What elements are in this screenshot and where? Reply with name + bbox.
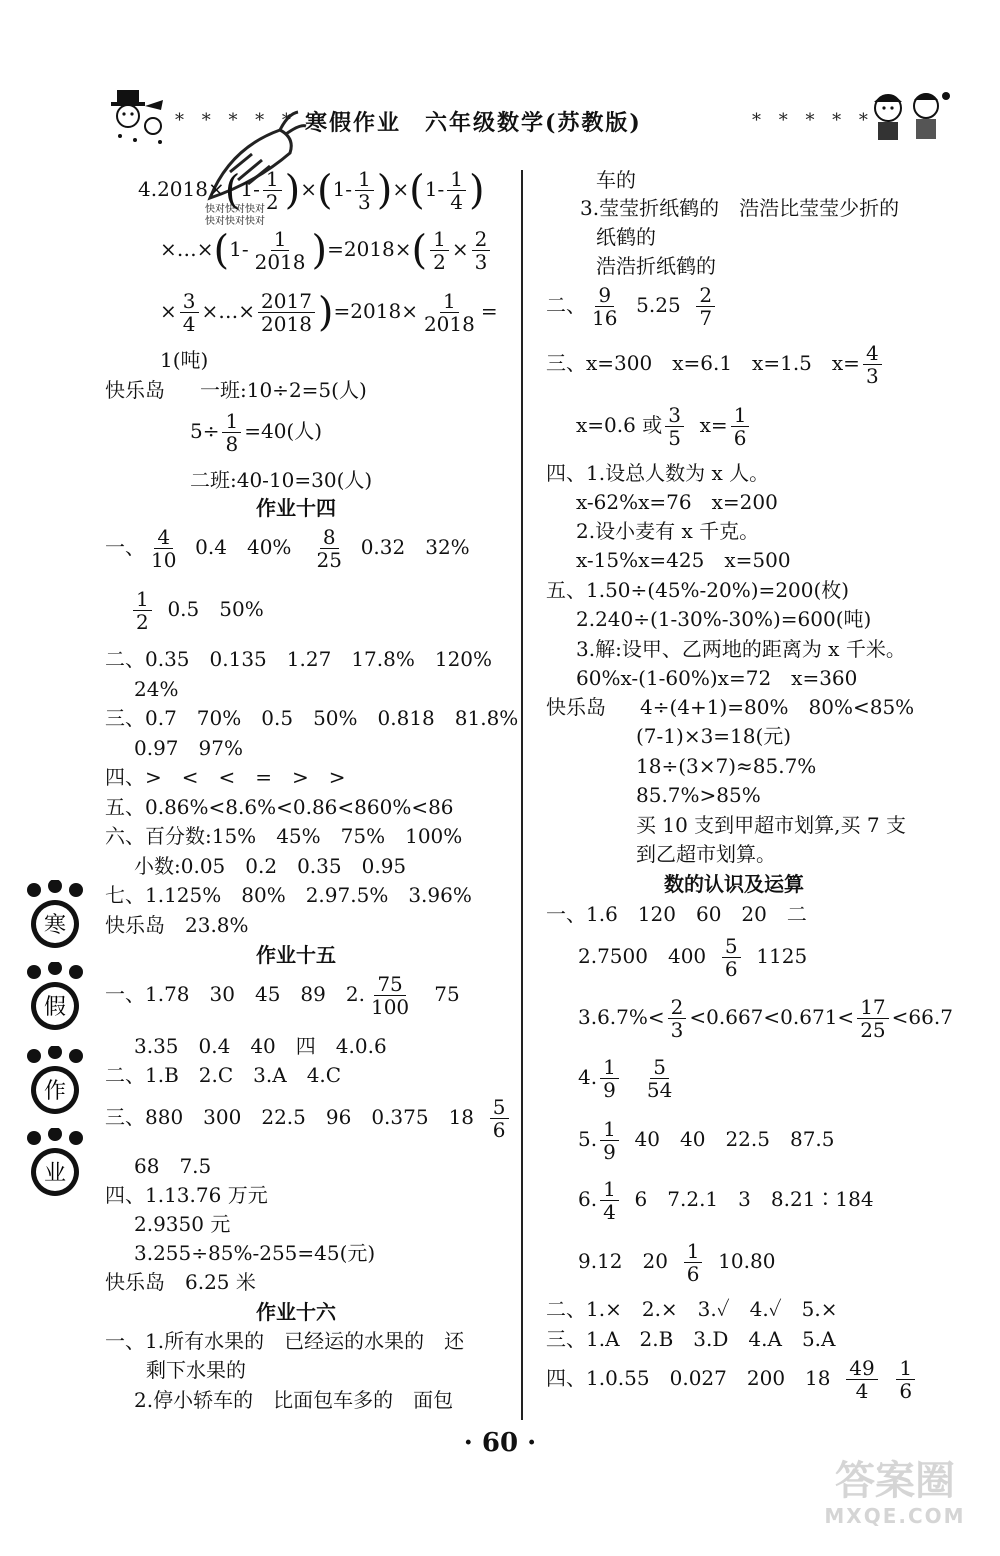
hw15-q4c: 3.255÷85%-255=45(元) <box>134 1241 376 1265</box>
hw15-q4b: 2.9350 元 <box>134 1212 231 1236</box>
hw14-q6b: 小数:0.05 0.2 0.35 0.95 <box>134 854 407 878</box>
r-q4: 四、1.设总人数为 x 人。 <box>546 461 770 485</box>
q4-line1: 4.2018×(1- $\frac{1}{2}$ )×(1- $\frac{1}{3}$ )×(1- $\frac{1}{4}$ ) <box>138 167 485 214</box>
hw14-q5: 五、0.86%<8.6%<0.86<860%<86 <box>105 795 454 819</box>
hw14-q2: 二、0.35 0.135 1.27 17.8% 120% <box>105 647 493 671</box>
hw16-q1: 一、1.所有水果的 已经运的水果的 还 <box>105 1329 465 1353</box>
hw14-q1: 一、 $\frac{4}{10}$ 0.4 40% $\frac{8}{25}$ 0.32 32% <box>105 525 470 572</box>
happy1-line3: 二班:40-10=30(人) <box>190 468 373 492</box>
r-c3b: 纸鹤的 <box>596 225 656 249</box>
r-c3c: 浩浩折纸鹤的 <box>596 254 716 278</box>
hw15-q4: 四、1.13.76 万元 <box>105 1183 268 1207</box>
r-sec-title: 数的认识及运算 <box>664 872 804 896</box>
hw15-q2: 二、1.B 2.C 3.A 4.C <box>105 1063 342 1087</box>
r-s4: 4. $\frac{1}{9}$ $\frac{5}{54}$ <box>578 1055 673 1102</box>
hw15-happy: 快乐岛 6.25 米 <box>105 1270 256 1294</box>
paw-icon <box>22 1128 88 1198</box>
watermark-line1: 答案圈 <box>835 1458 955 1504</box>
stamp-text: 快对快对快对快对快对快对 <box>205 204 265 227</box>
happy1-line1: 一班:10÷2=5(人) <box>200 378 367 402</box>
r-h1: 4÷(4+1)=80% 80%<85% <box>640 695 915 719</box>
cartoon-kids-icon <box>858 86 954 150</box>
r-q5b: 2.240÷(1-30%-30%)=600(吨) <box>576 607 872 631</box>
header-stars-left: * * * * * <box>175 110 297 131</box>
hw14-q3: 三、0.7 70% 0.5 50% 0.818 81.8% <box>105 706 519 730</box>
hw14-happy: 快乐岛 23.8% <box>105 913 249 937</box>
side-char: 作 <box>43 1079 67 1104</box>
q4-line2: ×…×(1- $\frac{1}{2018}$ )=2018×( $\frac{1}{2}$ × $\frac{2}{3}$ <box>160 228 493 273</box>
r-c3: 3.莹莹折纸鹤的 浩浩比莹莹少折的 <box>580 196 900 220</box>
hw14-q2b: 24% <box>134 677 179 701</box>
q4-line4: 1(吨) <box>160 348 209 372</box>
r-s5: 5. $\frac{1}{9}$ 40 40 22.5 87.5 <box>578 1117 835 1164</box>
r-s3: 3.6.7%< $\frac{2}{3}$ <0.667<0.671< $\frac{17}{25}$ <66.7 <box>578 995 953 1042</box>
q4-line3: × $\frac{3}{4}$ ×…× $\frac{2017}{2018}$ )=2018× $\frac{1}{2018}$ = <box>160 289 498 336</box>
r-t2: 二、1.× 2.× 3.✓ 4.✓ 5.× <box>546 1297 838 1321</box>
header-title: 寒假作业 六年级数学(苏教版) <box>305 110 642 136</box>
side-char: 假 <box>43 995 67 1020</box>
hw14-q6: 六、百分数:15% 45% 75% 100% <box>105 824 463 848</box>
r-h6: 到乙超市划算。 <box>636 842 776 866</box>
r-s2: 2.7500 400 $\frac{5}{6}$ 1125 <box>578 934 808 981</box>
cartoon-kids-icon <box>105 86 175 146</box>
hw15-q1: 一、1.78 30 45 89 2. $\frac{75}{100}$ 75 <box>105 972 460 1019</box>
r-t3: 三、1.A 2.B 3.D 4.A 5.A <box>546 1327 836 1351</box>
r-q4c: 2.设小麦有 x 千克。 <box>576 519 760 543</box>
hw14-q1b: $\frac{1}{2}$ 0.5 50% <box>130 588 264 633</box>
hw15-title: 作业十五 <box>256 943 336 967</box>
hw15-q3: 三、880 300 22.5 96 0.375 18 $\frac{5}{6}$ <box>105 1096 512 1141</box>
r-s1: 一、1.6 120 60 20 二 <box>546 902 807 926</box>
side-char: 寒 <box>43 913 67 938</box>
side-char: 业 <box>43 1161 67 1186</box>
r-q4d: x-15%x=425 x=500 <box>576 548 791 572</box>
hw16-q2: 2.停小轿车的 比面包车多的 面包 <box>134 1388 454 1412</box>
watermark <box>820 1458 970 1538</box>
watermark-line2: MXQE.COM <box>824 1504 966 1528</box>
hw15-q1b: 3.35 0.4 40 四 4.0.6 <box>134 1034 387 1058</box>
r-q2: 二、 $\frac{9}{16}$ 5.25 $\frac{2}{7}$ <box>546 284 718 329</box>
page-number: · 60 · <box>463 1428 537 1458</box>
r-h4: 85.7%>85% <box>636 783 761 807</box>
r-cont1: 车的 <box>596 168 636 192</box>
r-s6: 6. $\frac{1}{4}$ 6 7.2.1 3 8.21∶184 <box>578 1177 874 1224</box>
r-h3: 18÷(3×7)≈85.7% <box>636 754 817 778</box>
paw-icon <box>22 962 88 1032</box>
r-q3: 三、x=300 x=6.1 x=1.5 x= $\frac{4}{3}$ <box>546 342 885 387</box>
r-happy-label: 快乐岛 <box>546 695 606 719</box>
r-q5c: 3.解:设甲、乙两地的距离为 x 千米。 <box>576 637 906 661</box>
hw14-q7: 七、1.125% 80% 2.97.5% 3.96% <box>105 883 472 907</box>
r-q3b: x=0.6 或 $\frac{3}{5}$ x= $\frac{1}{6}$ <box>576 404 752 449</box>
r-s9: 9.12 20 $\frac{1}{6}$ 10.80 <box>578 1239 776 1286</box>
r-q5: 五、1.50÷(45%-20%)=200(枚) <box>546 578 850 602</box>
header-stars-right: * * * * * <box>752 110 874 131</box>
r-t4: 四、1.0.55 0.027 200 18 $\frac{49}{4}$ $\frac{1}{6}$ <box>546 1357 918 1402</box>
hw16-q1b: 剩下水果的 <box>146 1358 246 1382</box>
hw14-title: 作业十四 <box>256 496 336 520</box>
hw16-title: 作业十六 <box>256 1300 336 1324</box>
happy-island-label: 快乐岛 <box>105 378 165 402</box>
happy1-line2: 5÷ $\frac{1}{8}$ =40(人) <box>190 409 323 456</box>
r-h2: (7-1)×3=18(元) <box>636 724 792 748</box>
paw-icon <box>22 1046 88 1116</box>
hw14-q3b: 0.97 97% <box>134 736 243 760</box>
r-q5d: 60%x-(1-60%)x=72 x=360 <box>576 666 858 690</box>
column-divider <box>521 170 523 1420</box>
hw14-q4: 四、> < < = > > <box>105 765 346 789</box>
paw-icon <box>22 880 88 950</box>
r-q4b: x-62%x=76 x=200 <box>576 490 778 514</box>
r-h5: 买 10 支到甲超市划算,买 7 支 <box>636 813 906 837</box>
hw15-q3b: 68 7.5 <box>134 1154 212 1178</box>
